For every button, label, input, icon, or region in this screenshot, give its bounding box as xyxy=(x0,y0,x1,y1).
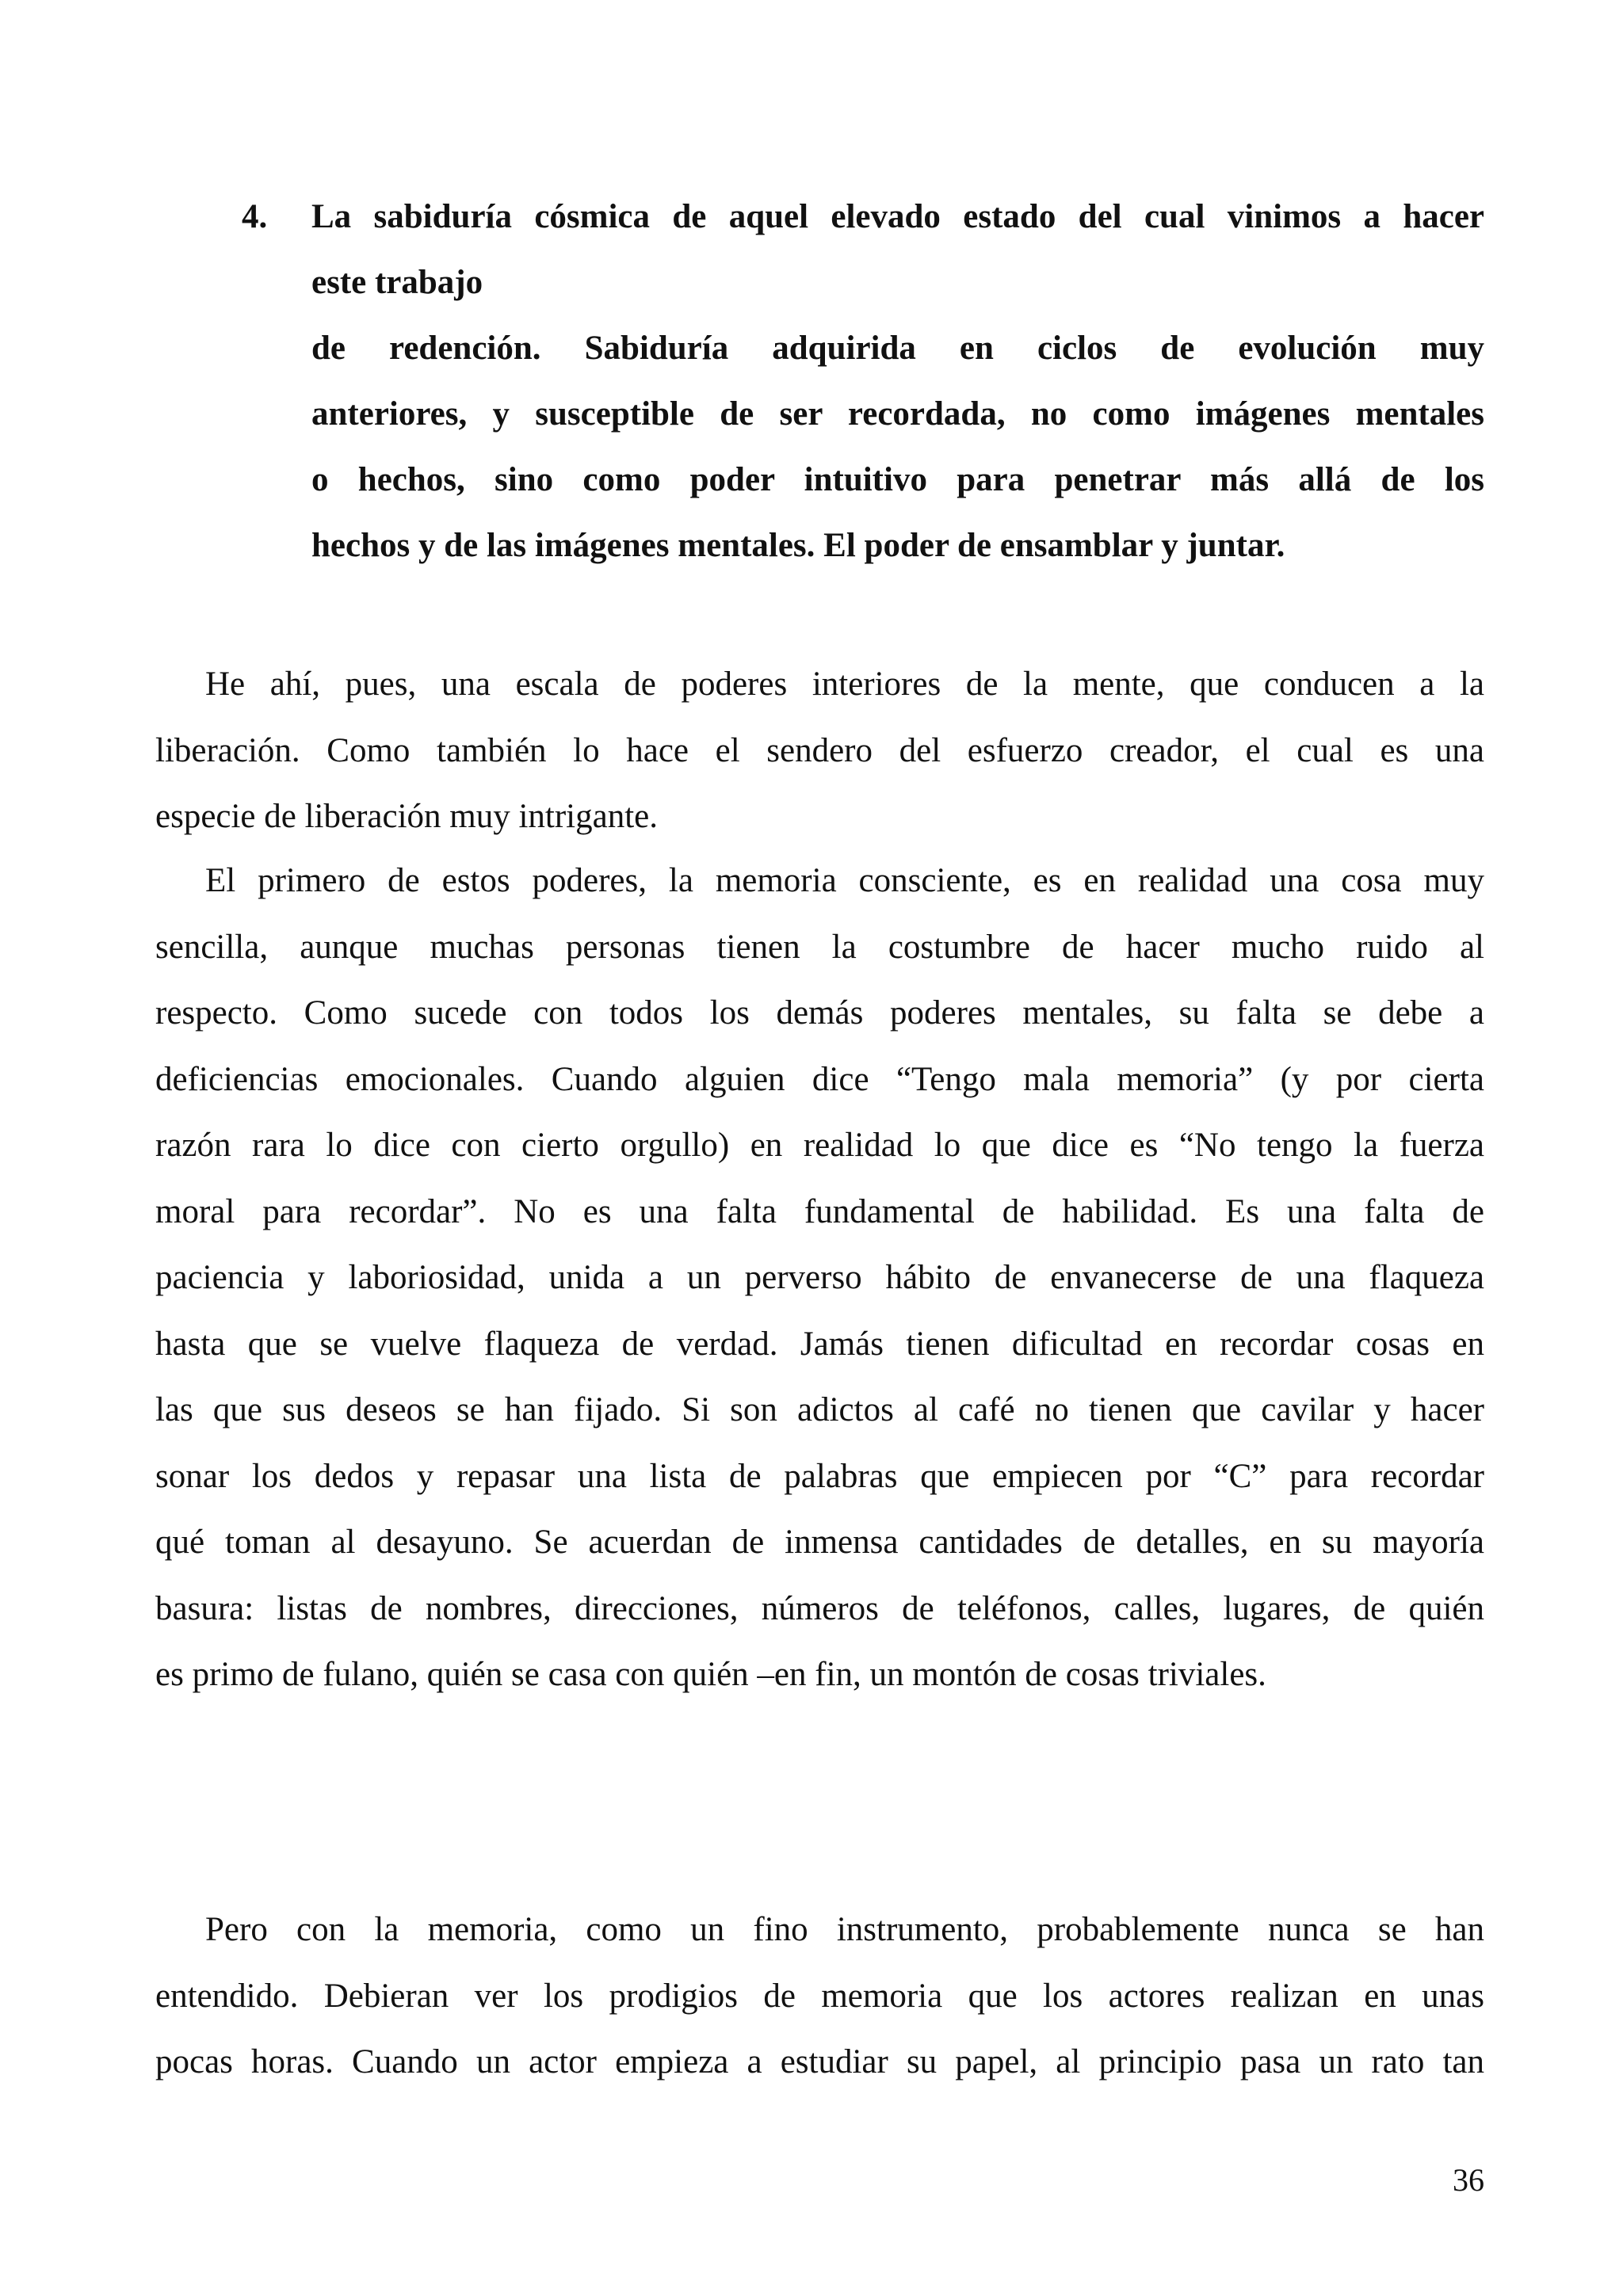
paragraph-line: qué toman al desayuno. Se acuerdan de inmensa cantidades de detalles, en su mayoría xyxy=(155,1524,1484,1561)
numbered-item-4 xyxy=(242,184,1484,578)
paragraph-3 xyxy=(155,1897,1484,2096)
paragraph-line: deficiencias emocionales. Cuando alguien dice “Tengo mala memoria” (y por cierta xyxy=(155,1060,1484,1098)
paragraph-line: hasta que se vuelve flaqueza de verdad. Jamás tienen dificultad en recordar cosas en xyxy=(155,1325,1484,1363)
paragraph-2 xyxy=(155,848,1484,1708)
paragraph-line: es primo de fulano, quién se casa con quién –en fin, un montón de cosas triviales. xyxy=(155,1656,1266,1693)
item-line: este trabajo xyxy=(311,264,483,301)
paragraph-line: razón rara lo dice con cierto orgullo) en realidad lo que dice es “No tengo la fuerza xyxy=(155,1127,1484,1164)
paragraph-1 xyxy=(155,651,1484,850)
item-line: La sabiduría cósmica de aquel elevado estado del cual vinimos a hacer xyxy=(311,198,1484,235)
paragraph-line: He ahí, pues, una escala de poderes interiores de la mente, que conducen a la xyxy=(205,666,1484,703)
page-number: 36 xyxy=(1453,2162,1484,2198)
paragraph-line: sencilla, aunque muchas personas tienen la costumbre de hacer mucho ruido al xyxy=(155,928,1484,966)
paragraph-line: especie de liberación muy intrigante. xyxy=(155,798,658,835)
item-line: hechos y de las imágenes mentales. El poder de ensamblar y juntar. xyxy=(311,527,1285,564)
paragraph-line: liberación. Como también lo hace el sendero del esfuerzo creador, el cual es una xyxy=(155,731,1484,769)
paragraph-line: respecto. Como sucede con todos los demás poderes mentales, su falta se debe a xyxy=(155,994,1484,1032)
paragraph-line: El primero de estos poderes, la memoria consciente, es en realidad una cosa muy xyxy=(205,862,1484,899)
item-line: o hechos, sino como poder intuitivo para penetrar más allá de los xyxy=(311,461,1484,498)
paragraph-line: moral para recordar”. No es una falta fundamental de habilidad. Es una falta de xyxy=(155,1192,1484,1230)
item-line: de redención. Sabiduría adquirida en ciclos de evolución muy xyxy=(311,330,1484,367)
item-number: 4. xyxy=(242,198,268,235)
paragraph-line: paciencia y laboriosidad, unida a un perverso hábito de envanecerse de una flaqueza xyxy=(155,1259,1484,1296)
paragraph-line: Pero con la memoria, como un fino instrumento, probablemente nunca se han xyxy=(205,1911,1484,1948)
item-line: anteriores, y susceptible de ser recordada, no como imágenes mentales xyxy=(311,395,1484,433)
item-text xyxy=(311,184,1484,578)
paragraph-line: las que sus deseos se han fijado. Si son adictos al café no tienen que cavilar y hacer xyxy=(155,1391,1484,1428)
paragraph-line: pocas horas. Cuando un actor empieza a estudiar su papel, al principio pasa un rato tan xyxy=(155,2043,1484,2081)
paragraph-line: entendido. Debieran ver los prodigios de memoria que los actores realizan en unas xyxy=(155,1977,1484,2015)
paragraph-line: sonar los dedos y repasar una lista de palabras que empiecen por “C” para recordar xyxy=(155,1457,1484,1495)
paragraph-line: basura: listas de nombres, direcciones, números de teléfonos, calles, lugares, de quién xyxy=(155,1589,1484,1627)
